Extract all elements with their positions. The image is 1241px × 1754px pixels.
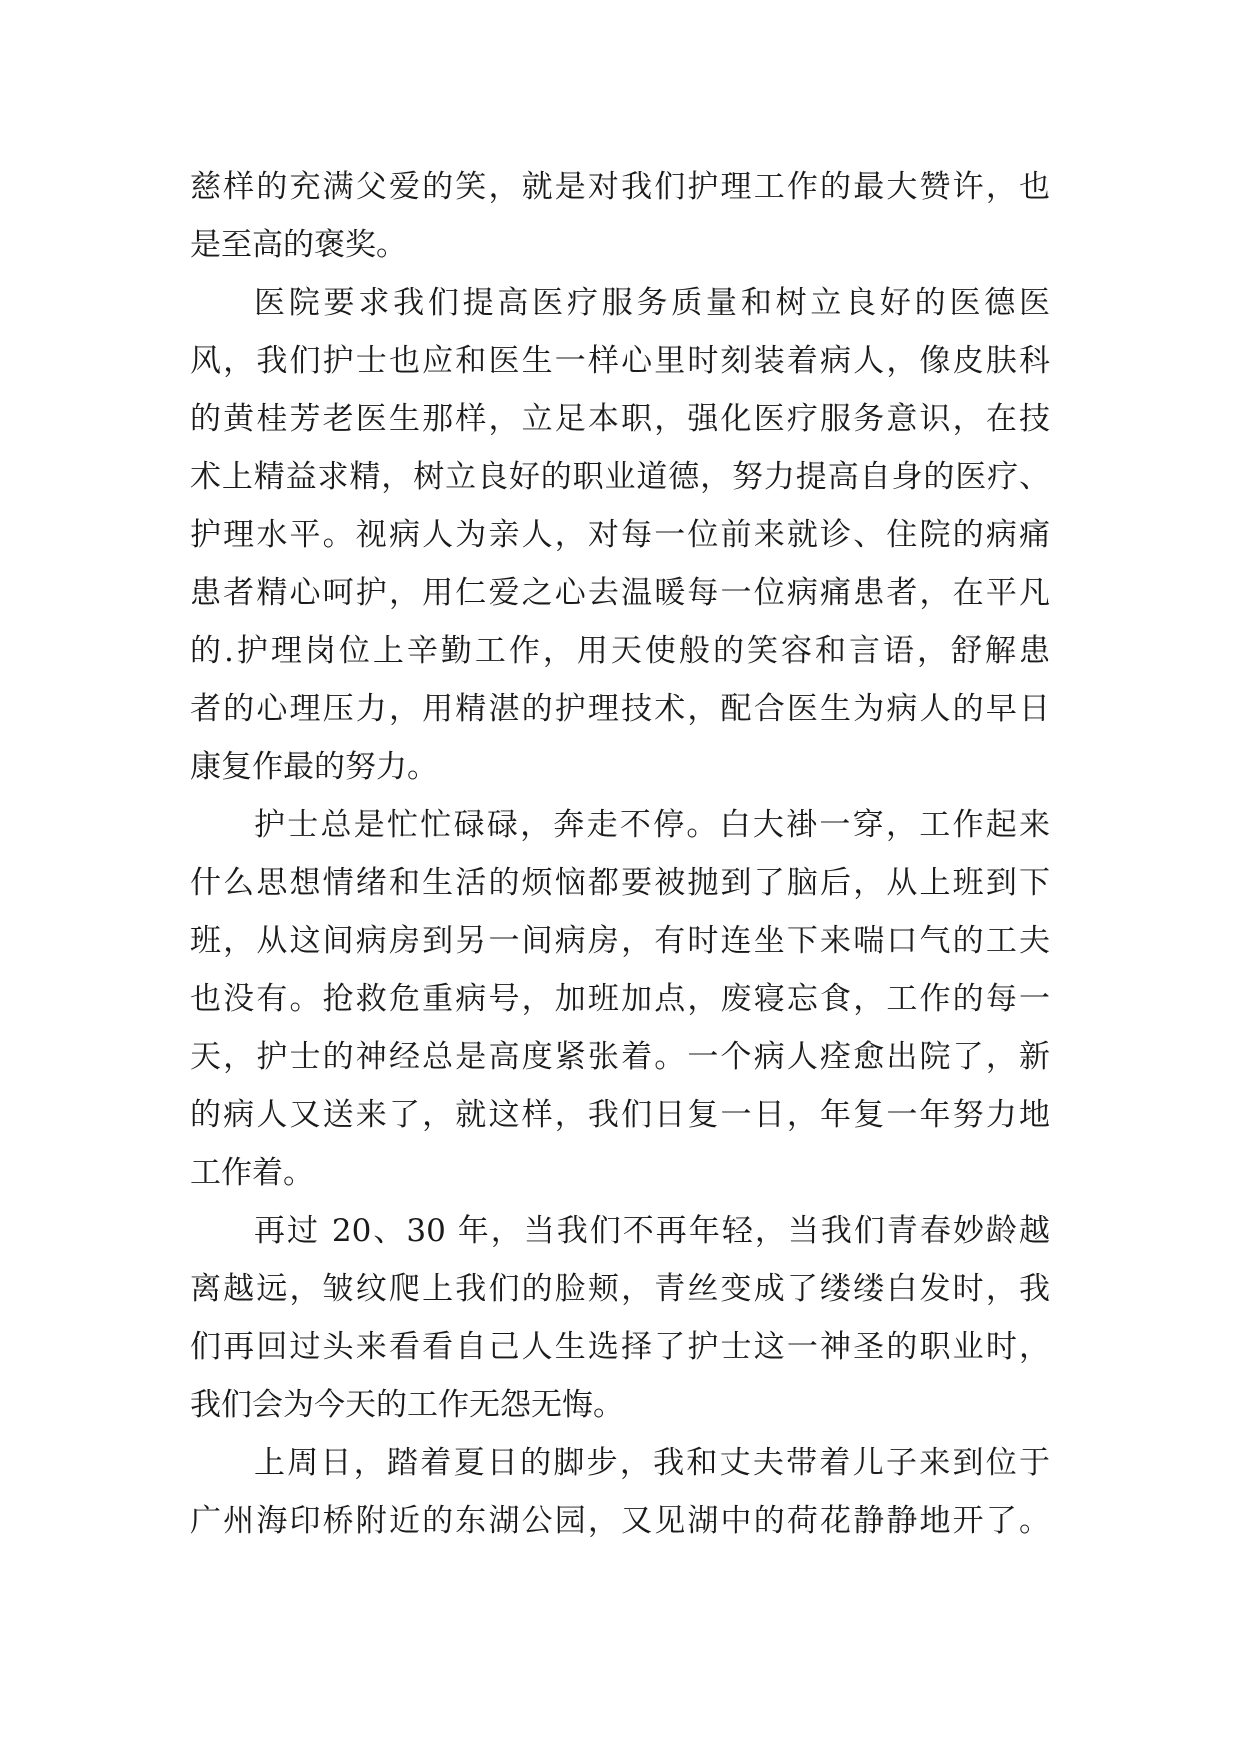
text-line: 上周日，踏着夏日的脚步，我和丈夫带着儿子来到位于 — [254, 1445, 1050, 1481]
text-line: 班，从这间病房到另一间病房，有时连坐下来喘口气的工夫 — [190, 923, 1050, 959]
text-line: 广州海印桥附近的东湖公园，又见湖中的荷花静静地开了。 — [190, 1503, 1050, 1539]
text-line: 者的心理压力，用精湛的护理技术，配合医生为病人的早日 — [190, 691, 1050, 727]
text-line: 天，护士的神经总是高度紧张着。一个病人痊愈出院了，新 — [190, 1039, 1050, 1075]
text-line: 慈样的充满父爱的笑，就是对我们护理工作的最大赞许，也 — [190, 169, 1050, 205]
text-line: 风，我们护士也应和医生一样心里时刻装着病人，像皮肤科 — [190, 343, 1050, 379]
text-line: 什么思想情绪和生活的烦恼都要被抛到了脑后，从上班到下 — [190, 865, 1050, 901]
text-line: 也没有。抢救危重病号，加班加点，废寝忘食，工作的每一 — [190, 981, 1050, 1017]
text-line: 医院要求我们提高医疗服务质量和树立良好的医德医 — [254, 285, 1050, 321]
text-line: 是至高的褒奖。 — [190, 227, 407, 263]
text-line: 工作着。 — [190, 1155, 314, 1191]
text-line: 护士总是忙忙碌碌，奔走不停。白大褂一穿，工作起来 — [254, 807, 1050, 843]
paragraph — [190, 1202, 1050, 1434]
paragraph — [190, 796, 1050, 1202]
document-body — [190, 158, 1050, 1550]
text-line: 护理水平。视病人为亲人，对每一位前来就诊、住院的病痛 — [190, 517, 1050, 553]
text-line: 的黄桂芳老医生那样，立足本职，强化医疗服务意识，在技 — [190, 401, 1050, 437]
text-line: 我们会为今天的工作无怨无悔。 — [190, 1387, 624, 1423]
text-line: 的.护理岗位上辛勤工作，用天使般的笑容和言语，舒解患 — [190, 633, 1050, 669]
text-line: 再过 20、30 年，当我们不再年轻，当我们青春妙龄越 — [254, 1213, 1050, 1249]
text-line: 离越远，皱纹爬上我们的脸颊，青丝变成了缕缕白发时，我 — [190, 1271, 1050, 1307]
text-line: 康复作最的努力。 — [190, 749, 438, 785]
text-line: 术上精益求精，树立良好的职业道德，努力提高自身的医疗、 — [190, 459, 1050, 495]
paragraph — [190, 158, 1050, 274]
paragraph — [190, 1434, 1050, 1550]
text-line: 患者精心呵护，用仁爱之心去温暖每一位病痛患者，在平凡 — [190, 575, 1050, 611]
paragraph — [190, 274, 1050, 796]
text-line: 们再回过头来看看自己人生选择了护士这一神圣的职业时， — [190, 1329, 1050, 1365]
text-line: 的病人又送来了，就这样，我们日复一日，年复一年努力地 — [190, 1097, 1050, 1133]
